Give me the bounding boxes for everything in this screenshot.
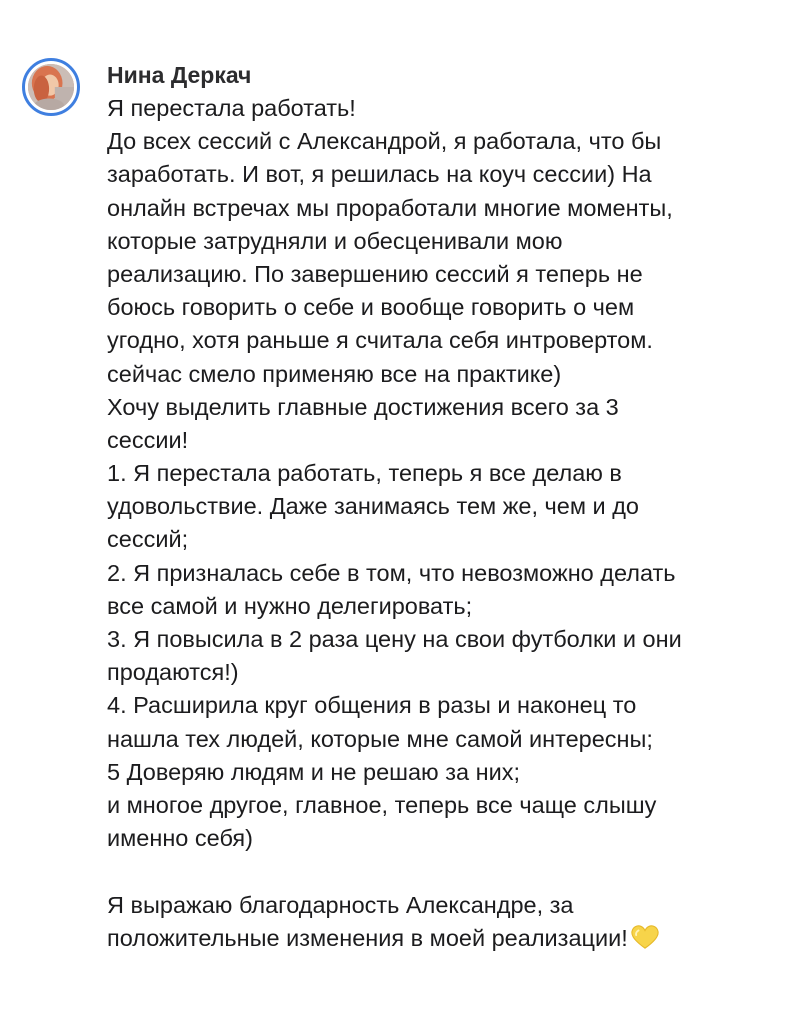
avatar-image — [28, 64, 74, 110]
yellow-heart-icon — [630, 924, 660, 950]
text-line: продаются!) — [107, 659, 239, 686]
text-line: угодно, хотя раньше я считала себя интровертом. — [107, 327, 653, 354]
author-name[interactable]: Нина Деркач — [107, 62, 252, 88]
post-text — [107, 92, 775, 955]
text-line: которые затрудняли и обесценивали мою — [107, 227, 563, 254]
text-line: Я выражаю благодарность Александре, за — [107, 891, 574, 918]
text-line-last — [107, 922, 775, 955]
text-line: Я перестала работать! — [107, 95, 356, 121]
text-line: 3. Я повысила в 2 раза цену на свои футболки и они — [107, 626, 682, 652]
text-line: нашла тех людей, которые мне самой интересны; — [107, 725, 653, 752]
text-line: и многое другое, главное, теперь все чаще слышу — [107, 791, 657, 818]
text-line: онлайн встречах мы проработали многие моменты, — [107, 194, 673, 221]
text-line: 4. Расширила круг общения в разы и наконец то — [107, 692, 637, 719]
text-line: реализацию. По завершению сессий я теперь не — [107, 260, 643, 287]
text-line-last-content: положительные изменения в моей реализации! — [107, 924, 628, 951]
text-line: Хочу выделить главные достижения всего за 3 — [107, 393, 619, 420]
blank-line — [107, 855, 775, 888]
post-content — [107, 60, 775, 955]
text-line: сейчас смело применяю все на практике) — [107, 360, 562, 387]
avatar-photo — [28, 64, 74, 110]
text-line: удовольствие. Даже занимаясь тем же, чем и до — [107, 493, 639, 520]
avatar[interactable] — [22, 58, 80, 116]
text-line: До всех сессий с Александрой, я работала, что бы — [107, 128, 662, 155]
text-line: 5 Доверяю людям и не решаю за них; — [107, 758, 520, 785]
text-line: именно себя) — [107, 825, 253, 852]
text-line: 1. Я перестала работать, теперь я все делаю в — [107, 460, 622, 487]
text-line: 2. Я призналась себе в том, что невозможно делать — [107, 559, 676, 586]
text-line: заработать. И вот, я решилась на коуч сессии) На — [107, 161, 652, 188]
text-line: сессии! — [107, 426, 189, 453]
text-line: боюсь говорить о себе и вообще говорить о чем — [107, 294, 635, 321]
text-line: сессий; — [107, 526, 189, 553]
text-line: все самой и нужно делегировать; — [107, 592, 473, 619]
